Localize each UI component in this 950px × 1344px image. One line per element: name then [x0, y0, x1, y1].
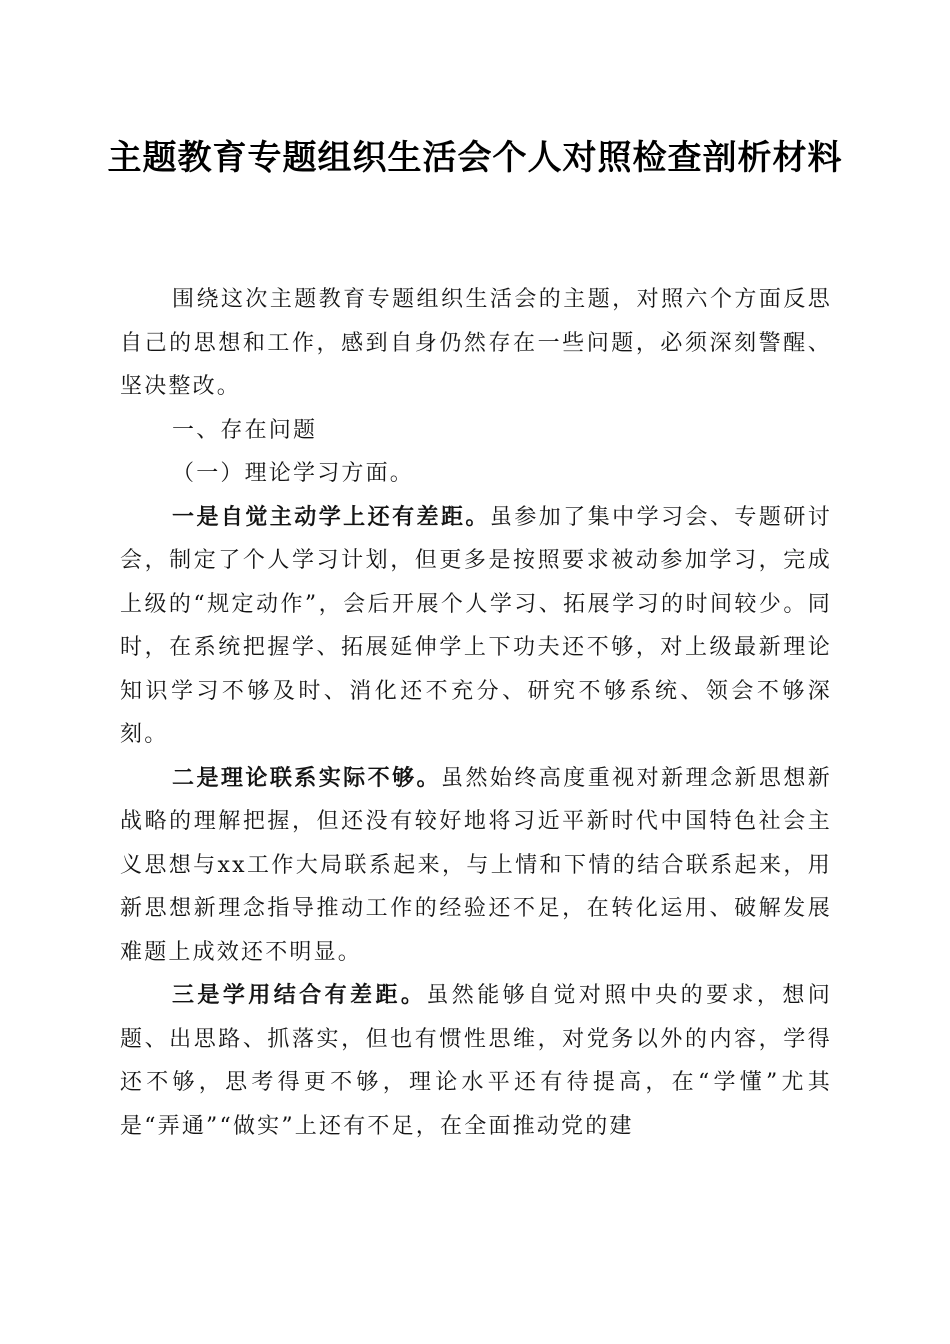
document-body: [120, 278, 832, 1148]
section-heading: 一、存在问题: [172, 417, 318, 443]
intro-paragraph: 围绕这次主题教育专题组织生活会的主题，对照六个方面反思自己的思想和工作，感到自身仍然存在一些问题，必须深刻警醒、坚决整改。: [120, 287, 832, 399]
paragraph-text: 虽然始终高度重视对新理念新思想新战略的理解把握，但还没有较好地将习近平新时代中国特色社会主义思想与xx工作大局联系起来，与上情和下情的结合联系起来，用新思想新理念指导推动工作的经验还不足，在转化运用、破解发展难题上成效还不明显。: [120, 765, 833, 965]
paragraph-lead: 一是自觉主动学上还有差距。: [172, 503, 490, 530]
subsection-heading: （一）理论学习方面。: [172, 461, 415, 486]
document-title: 主题教育专题组织生活会个人对照检查剖析材料: [107, 138, 843, 178]
paragraph-text: 虽参加了集中学习会、专题研讨会，制定了个人学习计划，但更多是按照要求被动参加学习，完成上级的“规定动作”，会后开展个人学习、拓展学习的时间较少。同时，在系统把握学、拓展延伸学上下功夫还不够，对上级最新理论知识学习不够及时、消化还不充分、研究不够系统、领会不够深刻。: [120, 504, 832, 747]
paragraph-lead: 三是学用结合有差距。: [172, 982, 427, 1008]
body-paragraph: [120, 974, 832, 1148]
paragraph-text: 虽然能够自觉对照中央的要求，想问题、出思路、抓落实，但也有惯性思维，对党务以外的内容，学得还不够，思考得更不够，理论水平还有待提高，在“学懂”尤其是“弄通”“做实”上还有不足，在全面推动党的建: [120, 983, 832, 1139]
paragraph-lead: 二是理论联系实际不够。: [172, 764, 441, 791]
body-paragraph: [120, 496, 832, 757]
body-paragraph: [120, 757, 832, 975]
